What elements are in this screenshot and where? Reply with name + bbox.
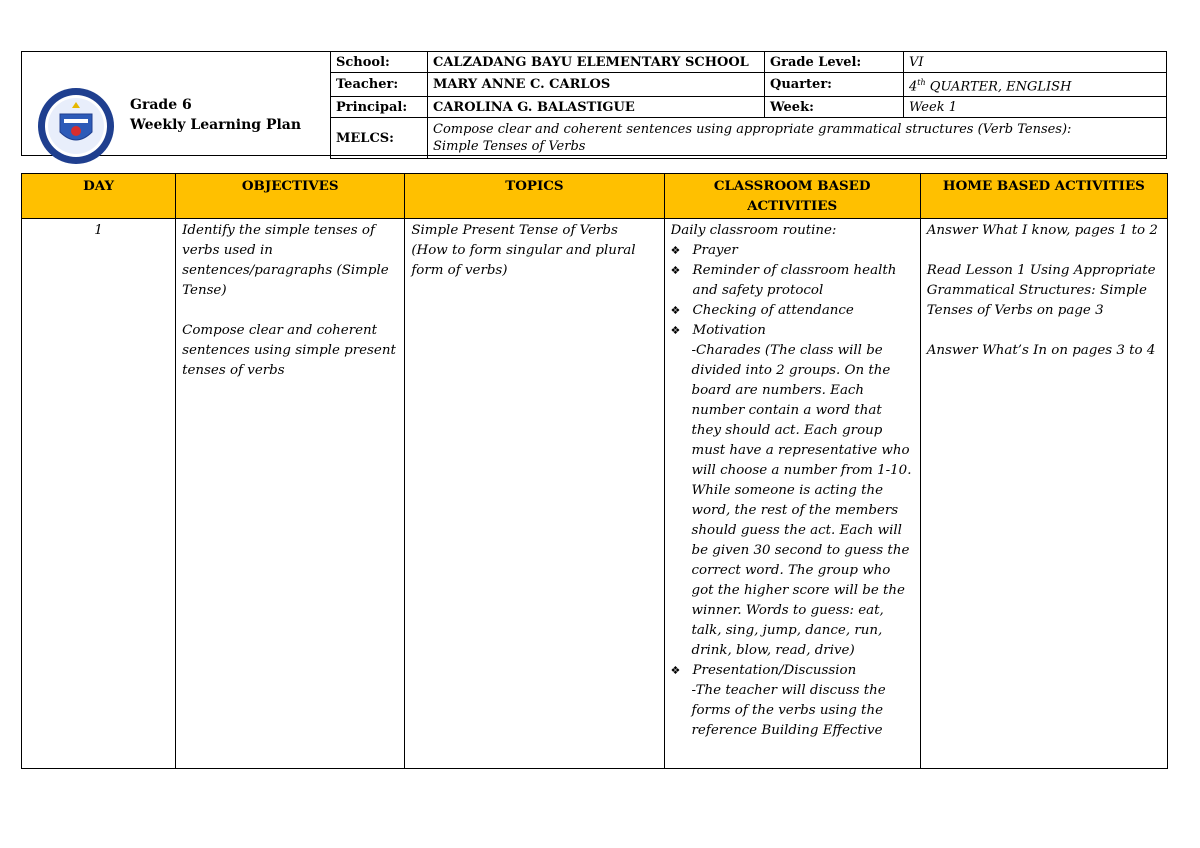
plan-row-day-1: [22, 219, 1168, 769]
routine-item: [671, 661, 914, 681]
quarter-number: 4: [909, 79, 918, 95]
routine-item-text: Reminder of classroom health and safety protocol: [692, 263, 897, 298]
classroom-content: [671, 221, 914, 766]
melcs-label: MELCS:: [331, 118, 428, 159]
routine-item: [671, 261, 914, 301]
routine-item: [671, 321, 914, 341]
home-item: Answer What I know, pages 1 to 2: [926, 223, 1158, 238]
weekly-plan-table: [21, 173, 1168, 769]
quarter-subject: QUARTER, ENGLISH: [925, 79, 1072, 95]
info-row-teacher: [331, 73, 1167, 97]
melcs-line-1: Compose clear and coherent sentences using appropriate grammatical structures (Verb Tenses):: [433, 122, 1072, 138]
home-cell: [920, 219, 1167, 769]
col-objectives: OBJECTIVES: [176, 174, 405, 219]
melcs-value: [428, 118, 1167, 159]
col-day: DAY: [22, 174, 176, 219]
diamond-bullet-icon: ❖: [670, 324, 681, 337]
teacher-value: MARY ANNE C. CARLOS: [428, 73, 765, 97]
school-value: CALZADANG BAYU ELEMENTARY SCHOOL: [428, 52, 765, 73]
grade-level-value: VI: [904, 52, 1167, 73]
col-home: HOME BASED ACTIVITIES: [920, 174, 1167, 219]
principal-label: Principal:: [331, 97, 428, 118]
home-item: Read Lesson 1 Using Appropriate Grammatical Structures: Simple Tenses of Verbs on page 3: [926, 263, 1156, 318]
info-row-principal: [331, 97, 1167, 118]
routine-item-text: Presentation/Discussion: [692, 663, 857, 678]
info-table: [330, 51, 1167, 159]
diamond-bullet-icon: ❖: [670, 304, 681, 317]
motivation-detail: -Charades (The class will be divided into 2 groups. On the board are numbers. Each number contain a word that they should act. Each group must have a representative who will choose a number from 1-10. While someone is acting the word, the rest of the members should guess the act. Each will be given 30 second to guess the correct word. The group who got the higher score will be the winner. Words to guess: eat, talk, sing, jump, dance, run, drink, blow, read, drive): [691, 343, 912, 658]
quarter-value: [904, 73, 1167, 97]
topics-cell: Simple Present Tense of Verbs (How to form singular and plural form of verbs): [405, 219, 664, 769]
principal-value: CAROLINA G. BALASTIGUE: [428, 97, 765, 118]
week-label: Week:: [765, 97, 904, 118]
header-title: [130, 95, 301, 135]
objectives-cell: [176, 219, 405, 769]
melcs-line-2: Simple Tenses of Verbs: [433, 139, 586, 155]
quarter-label: Quarter:: [765, 73, 904, 97]
plan-header-row: [22, 174, 1168, 219]
day-cell: 1: [22, 219, 176, 769]
deped-seal-logo: [36, 86, 116, 166]
objective-item: Identify the simple tenses of verbs used in sentences/paragraphs (Simple Tense): [182, 223, 389, 298]
grade-label: Grade 6: [130, 97, 192, 113]
teacher-label: Teacher:: [331, 73, 428, 97]
home-item: Answer What’s In on pages 3 to 4: [926, 343, 1156, 358]
col-topics: TOPICS: [405, 174, 664, 219]
objective-item: Compose clear and coherent sentences using simple present tenses of verbs: [182, 323, 396, 378]
info-row-school: [331, 52, 1167, 73]
routine-item: [671, 241, 914, 261]
info-row-melcs: [331, 118, 1167, 159]
diamond-bullet-icon: ❖: [670, 664, 681, 677]
routine-item: [671, 301, 914, 321]
routine-item-text: Prayer: [692, 243, 738, 258]
col-classroom: CLASSROOM BASED ACTIVITIES: [664, 174, 920, 219]
routine-intro: Daily classroom routine:: [670, 223, 837, 238]
week-value: Week 1: [904, 97, 1167, 118]
presentation-detail: -The teacher will discuss the forms of the verbs using the reference Building Effective: [691, 683, 886, 738]
diamond-bullet-icon: ❖: [670, 244, 681, 257]
school-label: School:: [331, 52, 428, 73]
classroom-cell: [664, 219, 920, 769]
quarter-suffix: th: [917, 78, 926, 87]
routine-item-text: Checking of attendance: [692, 303, 854, 318]
diamond-bullet-icon: ❖: [670, 264, 681, 277]
routine-item-text: Motivation: [692, 323, 766, 338]
grade-level-label: Grade Level:: [765, 52, 904, 73]
plan-title: Weekly Learning Plan: [130, 117, 302, 133]
